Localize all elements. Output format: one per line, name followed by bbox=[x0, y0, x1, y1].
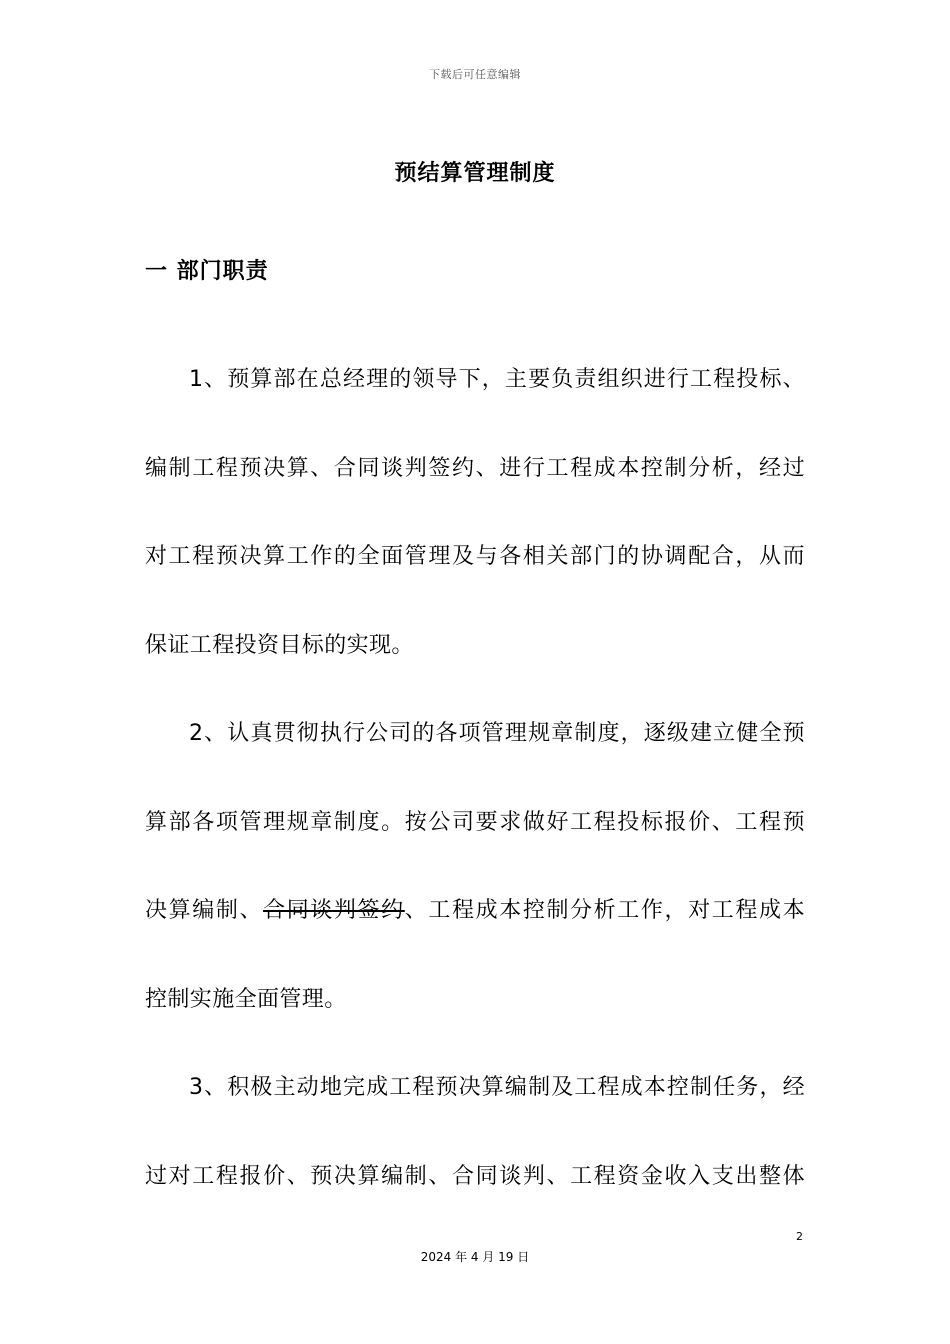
page-number: 2 bbox=[796, 1230, 803, 1243]
paragraph-line: 2、认真贯彻执行公司的各项管理规章制度，逐级建立健全预 bbox=[189, 721, 805, 746]
line-text-after: 、工程成本控制分析工作，对工程成本 bbox=[404, 898, 805, 923]
paragraph-line: 保证工程投资目标的实现。 bbox=[145, 632, 414, 658]
paragraph-line: 对工程预决算工作的全面管理及与各相关部门的协调配合，从而 bbox=[145, 544, 805, 569]
paragraph-line bbox=[145, 867, 805, 956]
paragraph-line: 算部各项管理规章制度。按公司要求做好工程投标报价、工程预 bbox=[145, 809, 805, 835]
paragraph-line: 控制实施全面管理。 bbox=[145, 986, 347, 1012]
strikethrough-text: 合同谈判签约 bbox=[263, 898, 405, 923]
section-heading: 一 部门职责 bbox=[145, 259, 269, 284]
header-note: 下载后可任意编辑 bbox=[429, 68, 521, 81]
footer-date: 2024 年 4 月 19 日 bbox=[420, 1250, 530, 1264]
body-text bbox=[145, 336, 805, 1221]
line-text-before: 决算编制、 bbox=[145, 898, 264, 923]
document-title: 预结算管理制度 bbox=[394, 161, 556, 186]
paragraph-line: 3、积极主动地完成工程预决算编制及工程成本控制任务，经 bbox=[189, 1075, 805, 1100]
paragraph-line: 过对工程报价、预决算编制、合同谈判、工程资金收入支出整体 bbox=[145, 1163, 805, 1189]
paragraph-line: 1、预算部在总经理的领导下，主要负责组织进行工程投标、 bbox=[189, 367, 805, 392]
paragraph-line: 编制工程预决算、合同谈判签约、进行工程成本控制分析，经过 bbox=[145, 455, 805, 481]
